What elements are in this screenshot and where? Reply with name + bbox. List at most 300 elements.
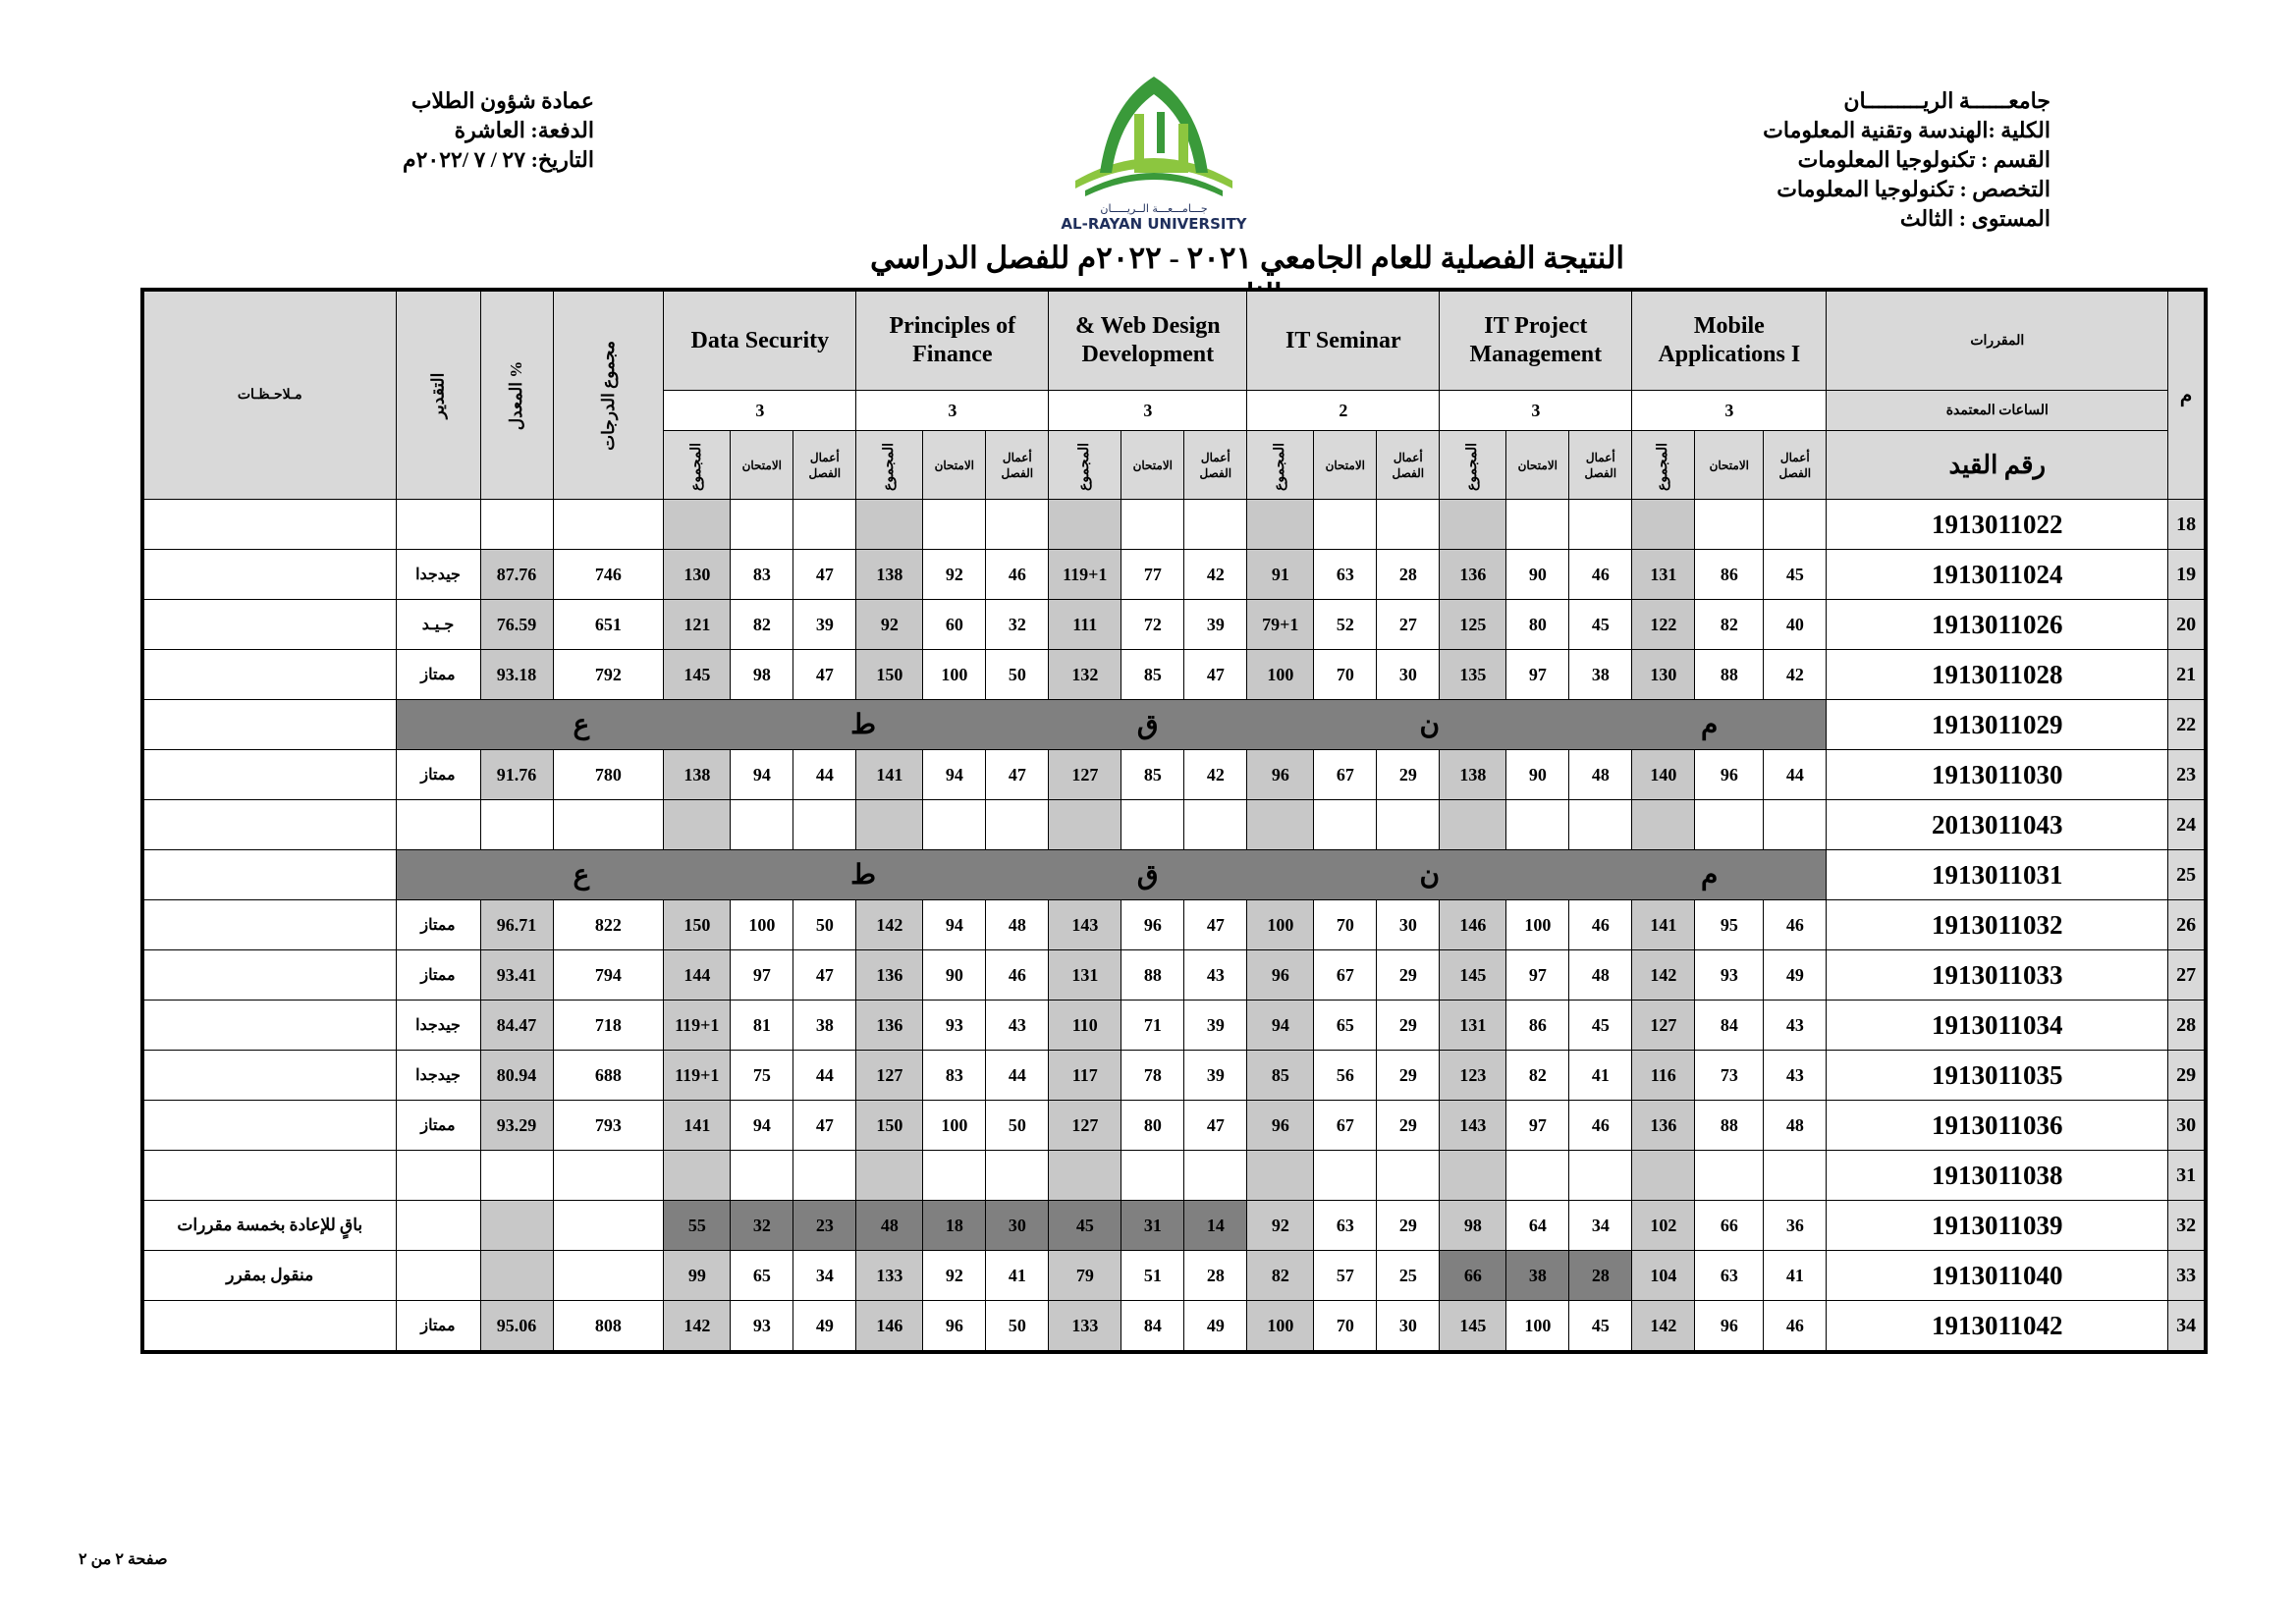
- total-cell: 131: [1632, 550, 1695, 600]
- coursework-cell: [986, 800, 1049, 850]
- exam-cell: [1506, 500, 1569, 550]
- course-hours: 3: [664, 391, 856, 431]
- coursework-cell: 50: [986, 1101, 1049, 1151]
- vertical-label: المجموع: [1656, 443, 1671, 491]
- sum-cell: [553, 1151, 664, 1201]
- page-title: النتيجة الفصلية للعام الجامعي ٢٠٢١ - ٢٠٢٢م للفصل الدراسي: [864, 240, 1630, 317]
- average-cell: 93.41: [480, 950, 553, 1001]
- exam-cell: 97: [1506, 1101, 1569, 1151]
- total-subheader: [664, 431, 731, 500]
- notes-cell: باقٍ للإعادة بخمسة مقررات: [142, 1201, 396, 1251]
- notes-cell: [142, 500, 396, 550]
- total-cell: 111: [1049, 600, 1121, 650]
- suspended-letter: ق: [1136, 860, 1159, 891]
- reg-number-cell: 1913011028: [1827, 650, 2168, 700]
- grade-cell: جيدجدا: [396, 550, 480, 600]
- exam-cell: [731, 800, 793, 850]
- coursework-cell: 29: [1377, 1051, 1440, 1101]
- average-cell: [480, 800, 553, 850]
- exam-cell: 75: [731, 1051, 793, 1101]
- coursework-cell: 23: [793, 1201, 856, 1251]
- coursework-cell: 41: [986, 1251, 1049, 1301]
- grade-cell: [396, 1251, 480, 1301]
- table-row: [142, 1201, 2206, 1251]
- total-cell: 142: [1632, 1301, 1695, 1353]
- vertical-label: المجموع: [1077, 443, 1093, 491]
- exam-cell: 80: [1121, 1101, 1184, 1151]
- notes-cell: [142, 1001, 396, 1051]
- exam-cell: 67: [1314, 750, 1377, 800]
- total-cell: 79+1: [1247, 600, 1314, 650]
- exam-cell: 70: [1314, 650, 1377, 700]
- course-name: & Web Design Development: [1049, 290, 1247, 391]
- total-cell: 138: [856, 550, 923, 600]
- course-hours: 3: [1049, 391, 1247, 431]
- exam-cell: 86: [1506, 1001, 1569, 1051]
- course-hours: 3: [1632, 391, 1827, 431]
- grade-cell: ممتاز: [396, 1101, 480, 1151]
- exam-cell: 94: [923, 900, 986, 950]
- grade-cell: ممتاز: [396, 750, 480, 800]
- coursework-cell: 45: [1569, 600, 1632, 650]
- notes-cell: [142, 800, 396, 850]
- exam-cell: [1121, 500, 1184, 550]
- table-row: [142, 800, 2206, 850]
- exam-cell: [1121, 1151, 1184, 1201]
- grade-cell: [396, 800, 480, 850]
- suspended-letter: ق: [1136, 710, 1159, 740]
- notes-cell: [142, 600, 396, 650]
- index-cell: 32: [2168, 1201, 2206, 1251]
- exam-cell: 98: [731, 650, 793, 700]
- notes-cell: [142, 750, 396, 800]
- exam-cell: 94: [731, 750, 793, 800]
- exam-cell: 96: [1695, 750, 1764, 800]
- total-cell: 127: [1632, 1001, 1695, 1051]
- exam-cell: [923, 500, 986, 550]
- reg-number-header: رقم القيد: [1827, 431, 2168, 500]
- total-cell: 127: [1049, 1101, 1121, 1151]
- sum-grades-header: [553, 290, 664, 500]
- coursework-cell: [1764, 500, 1827, 550]
- reg-number-cell: 1913011040: [1827, 1251, 2168, 1301]
- notes-cell: [142, 1101, 396, 1151]
- exam-cell: 96: [1121, 900, 1184, 950]
- sum-cell: 688: [553, 1051, 664, 1101]
- exam-cell: 85: [1121, 650, 1184, 700]
- exam-cell: 90: [923, 950, 986, 1001]
- logo-english-text: AL-RAYAN UNIVERSITY: [1061, 215, 1247, 233]
- average-cell: [480, 1201, 553, 1251]
- coursework-cell: 39: [1184, 1001, 1247, 1051]
- reg-number-cell: 1913011030: [1827, 750, 2168, 800]
- average-cell: 80.94: [480, 1051, 553, 1101]
- notes-header: مـلاحـظـات: [142, 290, 396, 500]
- exam-subheader: الامتحان: [1121, 431, 1184, 500]
- vertical-label: المجموع: [882, 443, 898, 491]
- exam-cell: 84: [1121, 1301, 1184, 1353]
- coursework-cell: 43: [1764, 1051, 1827, 1101]
- total-cell: 131: [1049, 950, 1121, 1001]
- exam-subheader: الامتحان: [1695, 431, 1764, 500]
- coursework-cell: 42: [1184, 550, 1247, 600]
- exam-cell: 65: [731, 1251, 793, 1301]
- total-cell: [1247, 800, 1314, 850]
- exam-cell: 56: [1314, 1051, 1377, 1101]
- coursework-cell: 42: [1764, 650, 1827, 700]
- coursework-cell: [1764, 1151, 1827, 1201]
- exam-cell: 97: [1506, 950, 1569, 1001]
- coursework-cell: 45: [1569, 1001, 1632, 1051]
- department-line: القسم : تكنولوجيا المعلومات: [1797, 147, 2050, 172]
- total-cell: 141: [664, 1101, 731, 1151]
- average-cell: 93.29: [480, 1101, 553, 1151]
- coursework-cell: 41: [1569, 1051, 1632, 1101]
- coursework-cell: 42: [1184, 750, 1247, 800]
- sum-cell: 794: [553, 950, 664, 1001]
- course-name: IT Project Management: [1440, 290, 1632, 391]
- table-row: [142, 950, 2206, 1001]
- average-cell: 93.18: [480, 650, 553, 700]
- total-cell: 121: [664, 600, 731, 650]
- total-cell: [1632, 1151, 1695, 1201]
- exam-cell: [731, 500, 793, 550]
- total-cell: 145: [1440, 950, 1506, 1001]
- notes-cell: [142, 1151, 396, 1201]
- index-cell: 29: [2168, 1051, 2206, 1101]
- index-cell: 23: [2168, 750, 2206, 800]
- coursework-cell: 48: [1764, 1101, 1827, 1151]
- exam-cell: 88: [1121, 950, 1184, 1001]
- exam-cell: 93: [1695, 950, 1764, 1001]
- coursework-cell: [1764, 800, 1827, 850]
- coursework-cell: 43: [986, 1001, 1049, 1051]
- exam-cell: 31: [1121, 1201, 1184, 1251]
- exam-cell: [731, 1151, 793, 1201]
- total-cell: [1049, 500, 1121, 550]
- exam-cell: 77: [1121, 550, 1184, 600]
- exam-cell: [1121, 800, 1184, 850]
- average-cell: 96.71: [480, 900, 553, 950]
- coursework-cell: [1569, 800, 1632, 850]
- exam-cell: 94: [731, 1101, 793, 1151]
- total-cell: 136: [1440, 550, 1506, 600]
- exam-cell: 18: [923, 1201, 986, 1251]
- coursework-cell: 45: [1764, 550, 1827, 600]
- coursework-cell: 38: [793, 1001, 856, 1051]
- course-name: IT Seminar: [1247, 290, 1440, 391]
- total-cell: 92: [856, 600, 923, 650]
- coursework-cell: 36: [1764, 1201, 1827, 1251]
- suspended-letter: ط: [850, 710, 877, 740]
- exam-cell: 97: [1506, 650, 1569, 700]
- notes-cell: [142, 700, 396, 750]
- exam-cell: 85: [1121, 750, 1184, 800]
- grade-cell: ممتاز: [396, 900, 480, 950]
- average-cell: 91.76: [480, 750, 553, 800]
- specialization-line: التخصص : تكنولوجيا المعلومات: [1777, 177, 2050, 201]
- total-cell: 100: [1247, 650, 1314, 700]
- total-cell: [1440, 800, 1506, 850]
- coursework-cell: 46: [1764, 900, 1827, 950]
- coursework-cell: 43: [1764, 1001, 1827, 1051]
- coursework-cell: 48: [986, 900, 1049, 950]
- average-cell: 76.59: [480, 600, 553, 650]
- exam-cell: [923, 800, 986, 850]
- exam-cell: 52: [1314, 600, 1377, 650]
- total-cell: 130: [664, 550, 731, 600]
- exam-cell: [1695, 500, 1764, 550]
- coursework-cell: 29: [1377, 1201, 1440, 1251]
- coursework-subheader: أعمال الفصل: [1184, 431, 1247, 500]
- index-cell: 26: [2168, 900, 2206, 950]
- exam-cell: 83: [923, 1051, 986, 1101]
- suspended-letter: م: [1700, 710, 1719, 740]
- deanship-name: عمادة شؤون الطلاب: [410, 88, 594, 113]
- index-cell: 30: [2168, 1101, 2206, 1151]
- coursework-cell: 50: [986, 650, 1049, 700]
- reg-number-cell: 1913011024: [1827, 550, 2168, 600]
- grade-cell: جيدجدا: [396, 1001, 480, 1051]
- index-cell: 21: [2168, 650, 2206, 700]
- sum-cell: 792: [553, 650, 664, 700]
- coursework-cell: 46: [986, 950, 1049, 1001]
- coursework-cell: 50: [793, 900, 856, 950]
- coursework-cell: 28: [1377, 550, 1440, 600]
- exam-cell: 95: [1695, 900, 1764, 950]
- total-cell: 119+1: [664, 1051, 731, 1101]
- coursework-cell: 14: [1184, 1201, 1247, 1251]
- coursework-cell: 47: [793, 550, 856, 600]
- coursework-cell: 34: [793, 1251, 856, 1301]
- total-cell: 136: [856, 1001, 923, 1051]
- sum-cell: [553, 1251, 664, 1301]
- coursework-cell: 34: [1569, 1201, 1632, 1251]
- vertical-label: المعدل %: [507, 360, 525, 431]
- total-cell: 123: [1440, 1051, 1506, 1101]
- total-cell: 96: [1247, 950, 1314, 1001]
- coursework-cell: 38: [1569, 650, 1632, 700]
- coursework-cell: 40: [1764, 600, 1827, 650]
- total-cell: [1049, 1151, 1121, 1201]
- logo-arabic-text: جـــامـــعـــة الــريـــــان: [1100, 202, 1208, 215]
- table-row: [142, 1151, 2206, 1201]
- coursework-subheader: أعمال الفصل: [793, 431, 856, 500]
- table-row: [142, 1001, 2206, 1051]
- suspended-letter: ع: [573, 860, 590, 891]
- coursework-cell: 25: [1377, 1251, 1440, 1301]
- coursework-cell: 49: [1184, 1301, 1247, 1353]
- exam-cell: 60: [923, 600, 986, 650]
- total-cell: 145: [1440, 1301, 1506, 1353]
- suspended-letter: ع: [573, 710, 590, 740]
- grade-cell: [396, 1201, 480, 1251]
- total-cell: [856, 1151, 923, 1201]
- coursework-cell: 47: [986, 750, 1049, 800]
- index-cell: 34: [2168, 1301, 2206, 1353]
- exam-subheader: الامتحان: [1506, 431, 1569, 500]
- coursework-cell: 27: [1377, 600, 1440, 650]
- notes-cell: [142, 900, 396, 950]
- total-subheader: [1632, 431, 1695, 500]
- coursework-cell: 50: [986, 1301, 1049, 1353]
- sum-cell: [553, 800, 664, 850]
- coursework-cell: 46: [1569, 1101, 1632, 1151]
- average-cell: [480, 500, 553, 550]
- exam-cell: 100: [1506, 900, 1569, 950]
- exam-cell: 96: [1695, 1301, 1764, 1353]
- total-cell: 119+1: [1049, 550, 1121, 600]
- exam-cell: 67: [1314, 1101, 1377, 1151]
- exam-cell: 82: [1506, 1051, 1569, 1101]
- batch-line: الدفعة: العاشرة: [454, 118, 594, 142]
- total-cell: [856, 800, 923, 850]
- coursework-cell: [986, 1151, 1049, 1201]
- coursework-cell: 29: [1377, 1101, 1440, 1151]
- total-cell: [1440, 500, 1506, 550]
- sum-cell: [553, 500, 664, 550]
- reg-number-cell: 1913011042: [1827, 1301, 2168, 1353]
- exam-cell: 93: [731, 1301, 793, 1353]
- grade-cell: ممتاز: [396, 950, 480, 1001]
- exam-cell: 100: [731, 900, 793, 950]
- grade-cell: جيدجدا: [396, 1051, 480, 1101]
- table-row: [142, 650, 2206, 700]
- total-cell: 122: [1632, 600, 1695, 650]
- total-cell: 116: [1632, 1051, 1695, 1101]
- exam-cell: 96: [923, 1301, 986, 1353]
- index-cell: 18: [2168, 500, 2206, 550]
- total-cell: 45: [1049, 1201, 1121, 1251]
- exam-cell: 71: [1121, 1001, 1184, 1051]
- total-cell: 82: [1247, 1251, 1314, 1301]
- coursework-cell: 49: [793, 1301, 856, 1353]
- exam-cell: 90: [1506, 750, 1569, 800]
- exam-cell: [1695, 1151, 1764, 1201]
- average-cell: 95.06: [480, 1301, 553, 1353]
- index-cell: 19: [2168, 550, 2206, 600]
- grade-cell: ممتاز: [396, 650, 480, 700]
- exam-cell: [1506, 1151, 1569, 1201]
- total-cell: 104: [1632, 1251, 1695, 1301]
- total-cell: 85: [1247, 1051, 1314, 1101]
- course-name: Principles of Finance: [856, 290, 1049, 391]
- course-name: Mobile Applications I: [1632, 290, 1827, 391]
- total-cell: 145: [664, 650, 731, 700]
- index-cell: 31: [2168, 1151, 2206, 1201]
- exam-cell: 81: [731, 1001, 793, 1051]
- reg-number-cell: 1913011029: [1827, 700, 2168, 750]
- total-cell: [856, 500, 923, 550]
- exam-cell: 63: [1695, 1251, 1764, 1301]
- sum-cell: 793: [553, 1101, 664, 1151]
- total-cell: 136: [1632, 1101, 1695, 1151]
- notes-cell: [142, 1051, 396, 1101]
- coursework-subheader: أعمال الفصل: [1377, 431, 1440, 500]
- index-header: م: [2168, 290, 2206, 500]
- exam-cell: [1314, 1151, 1377, 1201]
- exam-subheader: الامتحان: [1314, 431, 1377, 500]
- average-cell: [480, 1251, 553, 1301]
- exam-cell: 70: [1314, 900, 1377, 950]
- suspended-banner: [396, 700, 1827, 750]
- total-subheader: [1440, 431, 1506, 500]
- total-cell: 79: [1049, 1251, 1121, 1301]
- index-cell: 24: [2168, 800, 2206, 850]
- total-cell: 100: [1247, 1301, 1314, 1353]
- total-cell: 150: [664, 900, 731, 950]
- coursework-cell: 48: [1569, 950, 1632, 1001]
- exam-cell: 67: [1314, 950, 1377, 1001]
- coursework-cell: [1377, 1151, 1440, 1201]
- coursework-cell: 49: [1764, 950, 1827, 1001]
- coursework-cell: 29: [1377, 950, 1440, 1001]
- total-cell: 150: [856, 1101, 923, 1151]
- exam-subheader: الامتحان: [731, 431, 793, 500]
- coursework-cell: 44: [793, 1051, 856, 1101]
- reg-number-cell: 1913011032: [1827, 900, 2168, 950]
- total-cell: 133: [856, 1251, 923, 1301]
- exam-cell: 100: [1506, 1301, 1569, 1353]
- exam-cell: 84: [1695, 1001, 1764, 1051]
- exam-cell: 100: [923, 650, 986, 700]
- hours-label: الساعات المعتمدة: [1827, 391, 2168, 431]
- total-cell: 150: [856, 650, 923, 700]
- course-hours: 2: [1247, 391, 1440, 431]
- coursework-cell: 39: [1184, 600, 1247, 650]
- exam-cell: 82: [731, 600, 793, 650]
- coursework-cell: 47: [1184, 900, 1247, 950]
- sum-cell: 780: [553, 750, 664, 800]
- notes-cell: منقول بمقرر: [142, 1251, 396, 1301]
- exam-cell: 66: [1695, 1201, 1764, 1251]
- notes-cell: [142, 950, 396, 1001]
- coursework-cell: 44: [986, 1051, 1049, 1101]
- total-cell: 55: [664, 1201, 731, 1251]
- total-cell: [664, 800, 731, 850]
- course-hours: 3: [856, 391, 1049, 431]
- reg-number-cell: 1913011038: [1827, 1151, 2168, 1201]
- coursework-cell: 46: [1569, 550, 1632, 600]
- exam-cell: 93: [923, 1001, 986, 1051]
- coursework-cell: 44: [1764, 750, 1827, 800]
- coursework-cell: [793, 1151, 856, 1201]
- exam-cell: 57: [1314, 1251, 1377, 1301]
- coursework-subheader: أعمال الفصل: [1569, 431, 1632, 500]
- average-cell: 84.47: [480, 1001, 553, 1051]
- total-cell: 141: [1632, 900, 1695, 950]
- coursework-cell: 47: [1184, 1101, 1247, 1151]
- table-row: [142, 1051, 2206, 1101]
- coursework-cell: [1184, 800, 1247, 850]
- total-cell: 131: [1440, 1001, 1506, 1051]
- average-cell: [480, 1151, 553, 1201]
- coursework-cell: 43: [1184, 950, 1247, 1001]
- grade-cell: [396, 500, 480, 550]
- university-logo: [1041, 65, 1267, 234]
- coursework-cell: 30: [1377, 900, 1440, 950]
- vertical-label: المجموع: [1273, 443, 1288, 491]
- exam-cell: [1506, 800, 1569, 850]
- total-cell: 98: [1440, 1201, 1506, 1251]
- coursework-cell: 47: [793, 1101, 856, 1151]
- average-header: [480, 290, 553, 500]
- notes-cell: [142, 850, 396, 900]
- total-cell: 144: [664, 950, 731, 1001]
- index-cell: 33: [2168, 1251, 2206, 1301]
- results-table: [140, 288, 2208, 1354]
- coursework-cell: [793, 500, 856, 550]
